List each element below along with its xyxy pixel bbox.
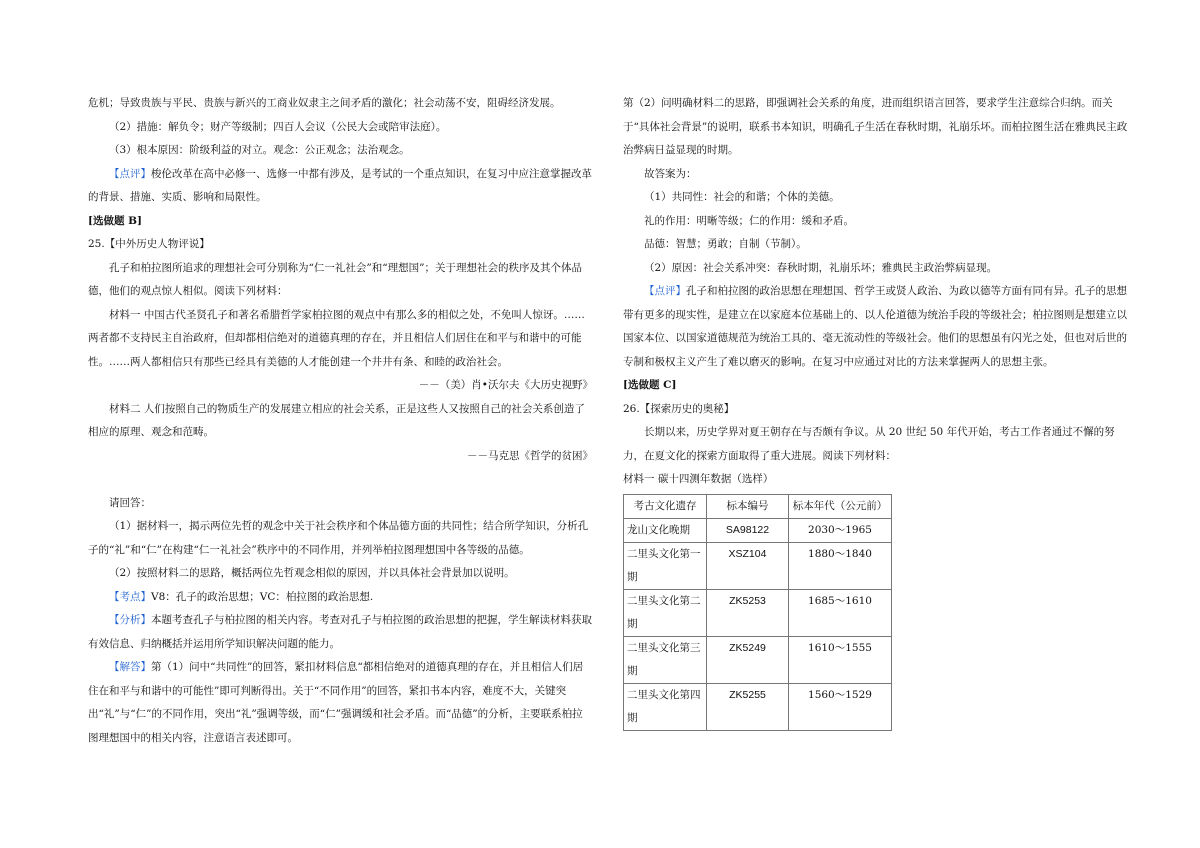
analysis-tag: 【分析】 (109, 614, 151, 626)
question-26-heading: 26.【探索历史的奥秘】 (623, 402, 735, 415)
right-column (623, 92, 1130, 731)
cell-site: 二里头文化第三期 (624, 636, 707, 683)
question-26-intro: 长期以来，历史学界对夏王朝存在与否颇有争议。从 20 世纪 50 年代开始，考古工作者通过不懈的努力，在夏文化的探索方面取得了重大进展。阅读下列材料： (623, 426, 1115, 462)
spacer (88, 468, 593, 492)
paragraph-analysis (88, 609, 593, 656)
answer-line-3: 品德：智慧；勇敢；自制（节制）。 (644, 238, 807, 250)
material-one-source: －－（美）肖•沃尔夫《大历史视野》 (418, 379, 593, 391)
cell-date: 1610～1555 (789, 636, 892, 683)
table-row (624, 518, 892, 542)
solution-text: 第（1）问中“共同性”的回答，紧扣材料信息“都相信绝对的道德真理的存在，并且相信人们居住在和平与和谐中的可能性”即可判断得出。关于“不同作用”的回答，紧扣书本内容，难度不大，关键突出“礼”与“仁”的不同作用，突出“礼”强调等级，而“仁”强调缓和社会矛盾。而“品德”的分析，主要联系柏拉图理想国中的相关内容，注意语言表述即可。 (88, 661, 584, 744)
carbon-dating-table (623, 494, 892, 731)
header-date: 标本年代（公元前） (789, 494, 892, 518)
comment-text: 梭伦改革在高中必修一、选修一中都有涉及，是考试的一个重点知识，在复习中应注意掌握改革的背景、措施、实质、影响和局限性。 (88, 167, 592, 203)
left-column (88, 92, 593, 750)
analysis-text: 本题考查孔子与柏拉图的相关内容。考查对孔子与柏拉图的政治思想的把握，学生解读材料获取有效信息、归纳概括并运用所学知识解决问题的能力。 (88, 614, 592, 650)
paragraph-solution (88, 656, 593, 750)
cell-site: 二里头文化第四期 (624, 683, 707, 730)
solution-tag: 【解答】 (109, 661, 151, 673)
question-part-2: （2）按照材料二的思路，概括两位先哲观念相似的原因，并以具体社会背景加以说明。 (109, 567, 515, 579)
answer-line-1: （1）共同性：社会的和谐；个体的美德。 (644, 191, 840, 203)
knowledge-tag: 【考点】 (109, 590, 151, 603)
cell-date: 2030～1965 (789, 518, 892, 542)
review-tag: 【点评】 (644, 285, 686, 297)
question-25-intro: 孔子和柏拉图所追求的理想社会可分别称为“仁一礼社会”和“理想国”；关于理想社会的秩序及其个体品德，他们的观点惊人相似。阅读下列材料： (88, 261, 582, 297)
question-25-heading: 25.【中外历史人物评说】 (88, 238, 210, 250)
solution-continued: 第（2）问明确材料二的思路，即强调社会关系的角度，进而组织语言回答，要求学生注意综合归纳。而关于“具体社会背景”的说明，联系书本知识，明确孔子生活在春秋时期，礼崩乐坏。而柏拉图生活在雅典民主政治弊病日益显现的时期。 (623, 97, 1128, 156)
paragraph-comment (88, 163, 593, 210)
cell-site: 龙山文化晚期 (624, 518, 707, 542)
table-header-row (624, 494, 892, 518)
paragraph-root-cause: （3）根本原因：阶级利益的对立。观念：公正观念；法治观念。 (109, 144, 410, 156)
answer-line-4: （2）原因：社会关系冲突：春秋时期，礼崩乐坏；雅典民主政治弊病显现。 (644, 261, 998, 274)
paragraph-review (623, 280, 1130, 374)
cell-id: SA98122 (707, 518, 789, 542)
header-id: 标本编号 (707, 494, 789, 518)
cell-date: 1880～1840 (789, 542, 892, 589)
paragraph-knowledge-point (88, 586, 593, 610)
material-two-source: －－马克思《哲学的贫困》 (467, 449, 593, 462)
cell-id: XSZ104 (707, 542, 789, 589)
cell-site: 二里头文化第二期 (624, 589, 707, 636)
cell-site: 二里头文化第一期 (624, 542, 707, 589)
header-site: 考古文化遗存 (624, 494, 707, 518)
material-one: 材料一 中国古代圣贤孔子和著名希腊哲学家柏拉图的观点中有那么多的相似之处，不免叫人惊讶。……两者都不支持民主自治政府，但却都相信绝对的道德真理的存在，并且相信人们居住在和平与和谐中的可能性。……两人都相信只有那些已经具有美德的人才能创建一个井井有条、和睦的政治社会。 (88, 308, 585, 368)
paragraph-measures: （2）措施：解负令；财产等级制；四百人会议（公民大会或陪审法庭）。 (109, 120, 447, 133)
material-two: 材料二 人们按照自己的物质生产的发展建立相应的社会关系，正是这些人又按照自己的社会关系创造了相应的原理、观念和范畴。 (88, 402, 585, 438)
table-title: 材料一 碳十四测年数据（选样） (623, 473, 774, 485)
answer-line-2: 礼的作用：明晰等级；仁的作用：缓和矛盾。 (644, 214, 854, 227)
table-row (624, 589, 892, 636)
table-row (624, 542, 892, 589)
question-part-1: （1）据材料一，揭示两位先哲的观念中关于社会秩序和个体品德方面的共同性；结合所学知识，分析孔子的“礼”和“仁”在构建“仁一礼社会”秩序中的不同作用，并列举柏拉图理想国中各等级的品德。 (88, 520, 589, 556)
cell-id: ZK5249 (707, 636, 789, 683)
prompt-answer: 请回答： (109, 496, 151, 509)
cell-date: 1685～1610 (789, 589, 892, 636)
answer-heading: 故答案为： (644, 167, 697, 180)
table-row (624, 683, 892, 730)
paragraph-crisis: 危机；导致贵族与平民、贵族与新兴的工商业奴隶主之间矛盾的激化；社会动荡不安，阻碍经济发展。 (88, 97, 561, 109)
table-row (624, 636, 892, 683)
cell-id: ZK5255 (707, 683, 789, 730)
section-b-heading: [选做题 B] (88, 214, 142, 227)
comment-tag: 【点评】 (109, 167, 151, 180)
review-text: 孔子和柏拉图的政治思想在理想国、哲学王或贤人政治、为政以德等方面有同有异。孔子的思想带有更多的现实性，是建立在以家庭本位基础上的、以人伦道德为统治手段的等级社会；柏拉图则是想建立以国家本位、以国家道德规范为统治工具的、毫无流动性的等级社会。他们的思想虽有闪光之处，但也对后世的专制和极权主义产生了难以磨灭的影响。在复习中应通过对比的方法来掌握两人的思想主张。 (623, 285, 1127, 368)
cell-id: ZK5253 (707, 589, 789, 636)
knowledge-text: V8：孔子的政治思想；VC：柏拉图的政治思想. (151, 590, 374, 603)
cell-date: 1560～1529 (789, 683, 892, 730)
section-c-heading: [选做题 C] (623, 379, 677, 391)
